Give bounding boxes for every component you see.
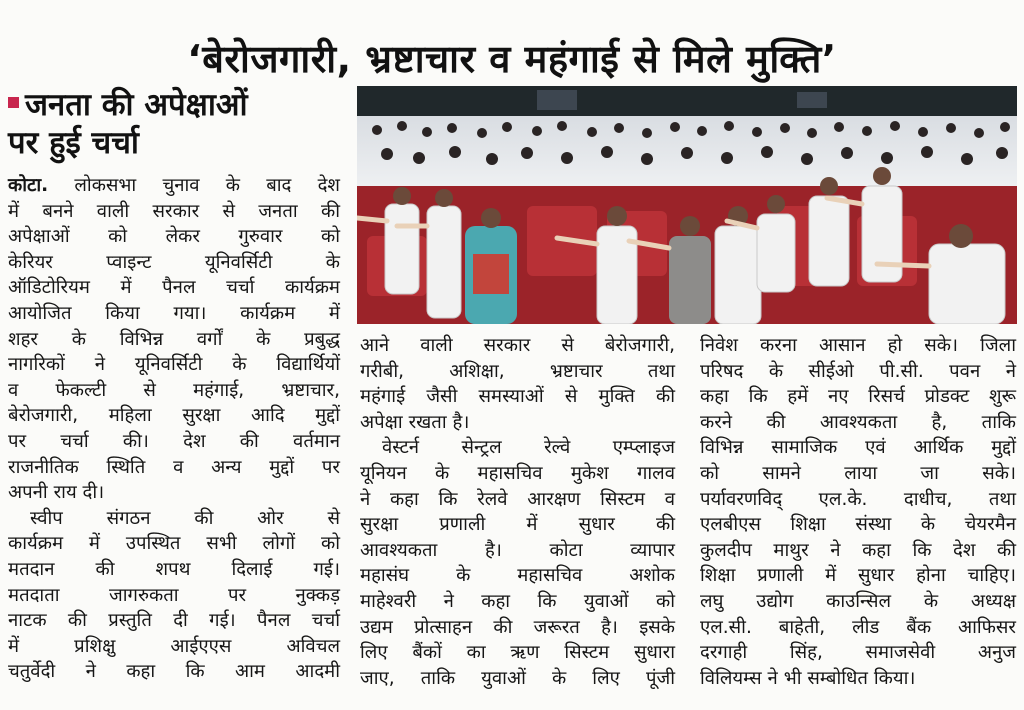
column-line: विभिन्न सामाजिक एवं आर्थिक मुद्दों	[700, 437, 1016, 459]
column-line: महंगाई जैसी समस्याओं से मुक्ति की	[360, 386, 675, 408]
auditorium-photo	[357, 86, 1017, 324]
column-line: कार्यक्रम में उपस्थित सभी लोगों को	[8, 533, 340, 555]
column-line: राजनीतिक स्थिति व अन्य मुद्दों पर	[8, 456, 340, 478]
column-line: मतदाता जागरुकता पर नुक्कड़	[8, 584, 340, 606]
column-line: नागरिकों ने यूनिवर्सिटी के विद्यार्थियों	[8, 354, 340, 376]
column-line: कहा कि हमें नए रिसर्च प्रोडक्ट शुरू	[700, 386, 1016, 408]
dateline: कोटा.	[8, 175, 49, 196]
column-line: ऑडिटोरियम में पैनल चर्चा कार्यक्रम	[8, 277, 340, 299]
column-line: करने की आवश्यकता है, ताकि	[700, 411, 1016, 433]
column-line: महासंघ के महासचिव अशोक	[360, 565, 675, 587]
column-line: व फेकल्टी से महंगाई, भ्रष्टाचार,	[8, 379, 340, 401]
column-line: कुलदीप माथुर ने कहा कि देश की	[700, 539, 1016, 561]
subhead	[8, 86, 348, 162]
subhead-line-2: पर हुई चर्चा	[8, 125, 139, 161]
column-line: उद्यम प्रोत्साहन की जरूरत है। इसके	[360, 616, 675, 638]
column-line: आयोजित किया गया। कार्यक्रम में	[8, 302, 340, 324]
subhead-line-1: जनता की अपेक्षाओं	[25, 87, 248, 123]
column-line: परिषद के सीईओ पी.सी. पवन ने	[700, 360, 1016, 382]
column-line: विलियम्स ने भी सम्बोधित किया।	[700, 667, 916, 689]
column-line: बेरोजगारी, महिला सुरक्षा आदि मुद्दों	[8, 405, 340, 427]
column-line: मतदान की शपथ दिलाई गई।	[8, 558, 340, 580]
column-line: लघु उद्योग काउन्सिल के अध्यक्ष	[700, 590, 1016, 612]
column-line: वेस्टर्न सेन्ट्रल रेल्वे एम्प्लाइज	[382, 437, 675, 459]
column-line: में बनने वाली सरकार से जनता की	[8, 200, 340, 222]
column-line: लोकसभा चुनाव के बाद देश	[48, 175, 340, 196]
column-line: पर चर्चा की। देश की वर्तमान	[8, 430, 340, 452]
column-line: यूनियन के महासचिव मुकेश गालव	[360, 462, 675, 484]
column-line: केरियर प्वाइन्ट यूनिवर्सिटी के	[8, 251, 340, 273]
headline: ‘बेरोजगारी, भ्रष्टाचार व महंगाई से मिले मुक्ति’	[187, 37, 837, 82]
column-line: जाए, ताकि युवाओं के लिए पूंजी	[360, 667, 675, 689]
column-line: निवेश करना आसान हो सके। जिला	[700, 335, 1016, 356]
column-line: को सामने लाया जा सके।	[700, 462, 1016, 484]
column-line: माहेश्वरी ने कहा कि युवाओं को	[360, 590, 675, 612]
column-line: एलबीएस शिक्षा संस्था के चेयरमैन	[700, 514, 1016, 536]
column-line: अपेक्षा रखता है।	[360, 411, 470, 433]
column-line: शिक्षा प्रणाली में सुधार होना चाहिए।	[700, 565, 1016, 587]
column-line: दरगाही सिंह, समाजसेवी अनुज	[700, 642, 1016, 664]
column-line: पर्यावरणविद् एल.के. दाधीच, तथा	[700, 488, 1016, 510]
column-line: आवश्यकता है। कोटा व्यापार	[360, 539, 675, 561]
article-column-3	[700, 333, 1016, 691]
bullet-icon	[8, 97, 19, 108]
column-line: में प्रशिक्षु आईएएस अविचल	[8, 635, 340, 657]
column-line: अपेक्षाओं को लेकर गुरुवार को	[8, 226, 340, 248]
column-line: नाटक की प्रस्तुति दी गई। पैनल चर्चा	[8, 610, 340, 632]
article-column-2	[360, 333, 675, 691]
column-line: स्वीप संगठन की ओर से	[30, 507, 340, 529]
column-line: ने कहा कि रेलवे आरक्षण सिस्टम व	[360, 488, 675, 510]
audience-illustration	[357, 86, 1017, 324]
article-column-1	[8, 173, 340, 685]
column-line: अपनी राय दी।	[8, 482, 105, 504]
column-line: एल.सी. बाहेती, लीड बैंक आफिसर	[700, 616, 1016, 638]
column-line: सुरक्षा प्रणाली में सुधार की	[360, 514, 675, 536]
column-line: गरीबी, अशिक्षा, भ्रष्टाचार तथा	[360, 360, 675, 382]
column-line: लिए बैंकों का ऋण सिस्टम सुधारा	[360, 642, 675, 664]
column-line: आने वाली सरकार से बेरोजगारी,	[360, 335, 675, 356]
column-line: चतुर्वेदी ने कहा कि आम आदमी	[8, 661, 340, 683]
column-line: शहर के विभिन्न वर्गों के प्रबुद्ध	[8, 328, 340, 350]
